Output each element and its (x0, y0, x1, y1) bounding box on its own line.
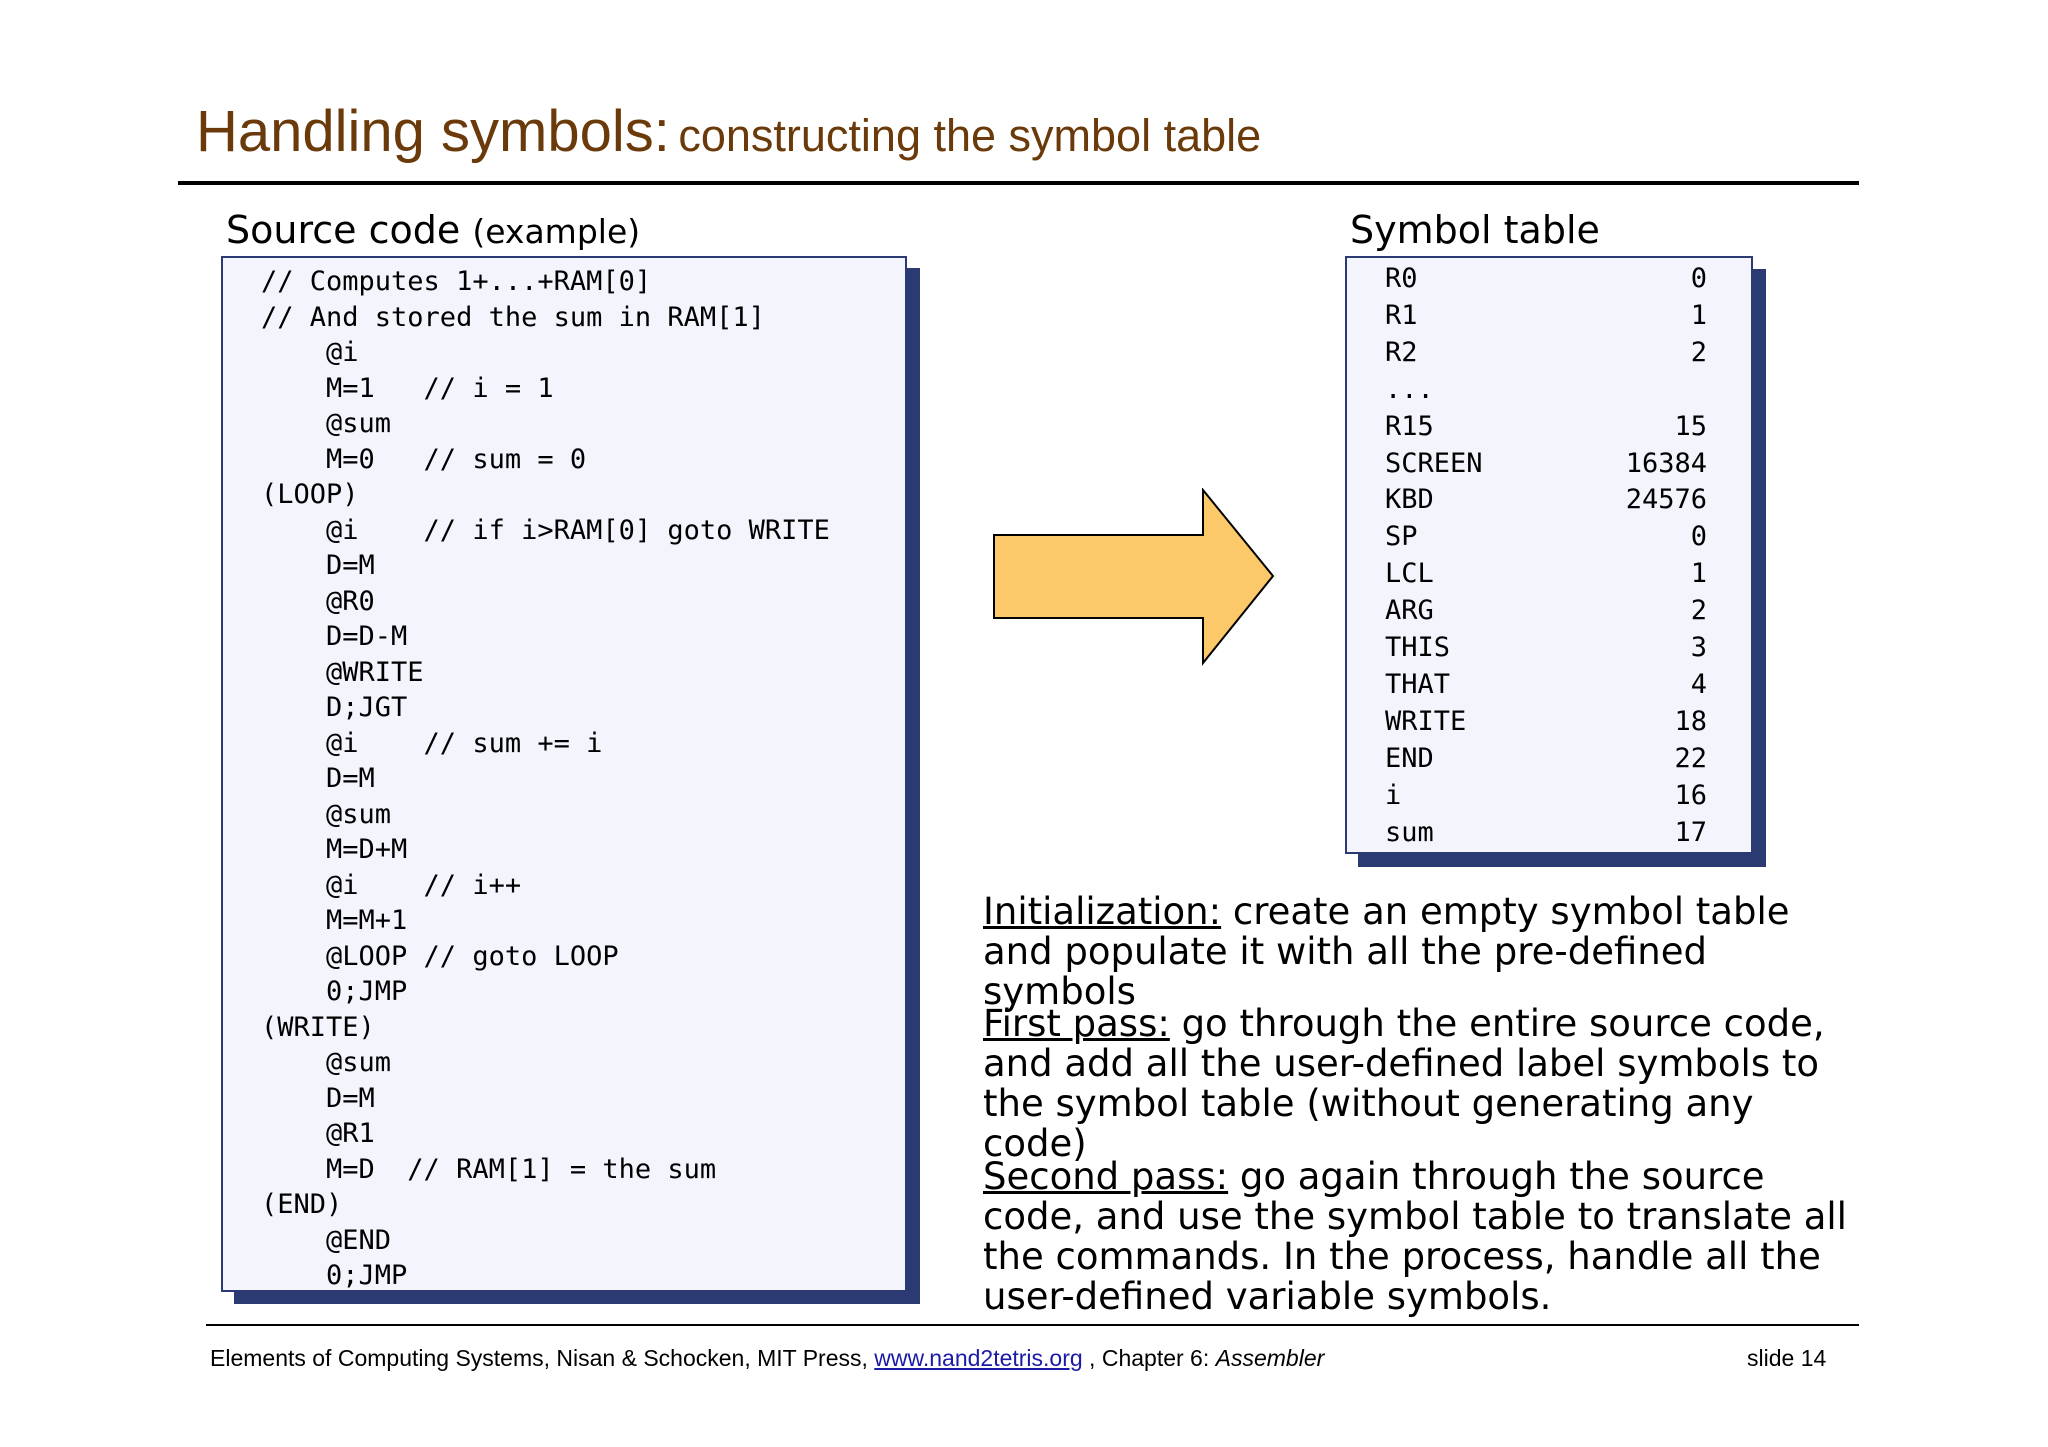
symbol-name: i (1385, 779, 1402, 811)
symbol-value: 0 (1690, 263, 1707, 294)
symbol-name: END (1385, 742, 1434, 774)
note-first-pass (983, 1004, 1863, 1164)
title-divider (178, 181, 1859, 185)
code-line: M=D // RAM[1] = the sum (261, 1153, 717, 1185)
code-line: // And stored the sum in RAM[1] (261, 301, 765, 333)
code-line: M=M+1 (261, 905, 408, 936)
note-second-pass-text: go again through the source code, and use the symbol table to translate all the commands. In the process, handle all the user-defined variable symbols. (983, 1155, 1847, 1318)
symbol-value: 1 (1690, 299, 1707, 331)
note-first-pass-lead: First pass: (983, 1002, 1170, 1045)
code-line: M=0 // sum = 0 (261, 443, 587, 475)
code-line: @R1 (261, 1118, 375, 1149)
code-line: 0;JMP (261, 1260, 408, 1291)
symbol-name: R1 (1385, 299, 1418, 331)
code-line: D=D-M (261, 621, 408, 652)
code-line: 0;JMP (261, 976, 408, 1007)
code-line: @sum (261, 1047, 392, 1078)
code-line: @i (261, 337, 359, 368)
symbol-value: 2 (1690, 595, 1707, 627)
note-initialization-text: create an empty symbol table and populate it with all the pre-defined symbols (983, 890, 1790, 1013)
symbol-value: 0 (1690, 521, 1707, 553)
code-line: D=M (261, 550, 375, 581)
symbol-value: 4 (1690, 668, 1707, 700)
code-line: D=M (261, 1082, 375, 1114)
symbol-name: sum (1385, 816, 1434, 848)
code-line: @R0 (261, 585, 375, 617)
symbol-name: ARG (1385, 595, 1434, 627)
symbol-name: KBD (1385, 484, 1434, 516)
code-line: @sum (261, 798, 392, 830)
code-line: @LOOP // goto LOOP (261, 940, 619, 972)
symbol-name: ... (1385, 373, 1434, 405)
code-line: (LOOP) (261, 479, 359, 510)
code-line: (END) (261, 1189, 343, 1220)
source-code-heading-note: (example) (472, 212, 641, 251)
symbol-value: 16 (1674, 779, 1707, 811)
code-line: D;JGT (261, 692, 408, 723)
footer-chapter: Assembler (1215, 1345, 1325, 1371)
symbol-value: 2 (1690, 336, 1707, 368)
code-line: @END (261, 1224, 392, 1256)
footer-link[interactable]: www.nand2tetris.org (874, 1345, 1083, 1371)
symbol-name: LCL (1385, 558, 1434, 590)
code-line: @i // i++ (261, 869, 522, 901)
symbol-name: SCREEN (1385, 447, 1483, 479)
code-line: M=D+M (261, 834, 408, 865)
code-line: @i // if i>RAM[0] goto WRITE (261, 514, 830, 546)
code-line: D=M (261, 763, 375, 794)
symbol-value: 15 (1674, 410, 1707, 442)
footer-divider (206, 1324, 1859, 1326)
symbol-value: 16384 (1625, 447, 1707, 479)
code-line: M=1 // i = 1 (261, 372, 554, 404)
symbol-name: R2 (1385, 336, 1418, 368)
symbol-value: 3 (1690, 632, 1707, 663)
note-second-pass-lead: Second pass: (983, 1155, 1229, 1198)
symbol-name: R15 (1385, 410, 1434, 442)
source-code-heading-label: Source code (226, 208, 461, 252)
code-line: (WRITE) (261, 1011, 375, 1043)
slide-title-sub: constructing the symbol table (678, 110, 1262, 161)
symbol-value: 1 (1690, 558, 1707, 590)
source-code-heading (226, 208, 640, 252)
slide-number: slide 14 (1747, 1345, 1827, 1371)
footer-middle: , Chapter 6: (1082, 1345, 1216, 1371)
symbol-name: THIS (1385, 632, 1451, 663)
right-arrow-icon (990, 488, 1276, 668)
note-second-pass (983, 1157, 1863, 1317)
code-line: @sum (261, 408, 392, 439)
symbol-value: 18 (1674, 705, 1707, 737)
note-initialization (983, 892, 1863, 1012)
symbol-name: WRITE (1385, 705, 1467, 737)
footer-citation (210, 1345, 1324, 1372)
code-line: // Computes 1+...+RAM[0] (261, 266, 652, 297)
symbol-table-heading: Symbol table (1350, 208, 1600, 252)
code-line: @WRITE (261, 656, 424, 688)
symbol-value: 17 (1674, 816, 1707, 848)
code-line: @i // sum += i (261, 727, 603, 759)
symbol-name: R0 (1385, 263, 1418, 294)
slide-title-main: Handling symbols: (196, 99, 670, 164)
symbol-name: SP (1385, 521, 1418, 553)
symbol-value: 24576 (1625, 484, 1707, 516)
note-first-pass-text: go through the entire source code, and add all the user-defined label symbols to the symbol table (without generating any code) (983, 1002, 1825, 1165)
slide-title (196, 98, 1261, 165)
symbol-value: 22 (1674, 742, 1707, 774)
symbol-name: THAT (1385, 668, 1451, 700)
note-initialization-lead: Initialization: (983, 890, 1222, 933)
footer-prefix: Elements of Computing Systems, Nisan & Schocken, MIT Press, (210, 1345, 875, 1371)
